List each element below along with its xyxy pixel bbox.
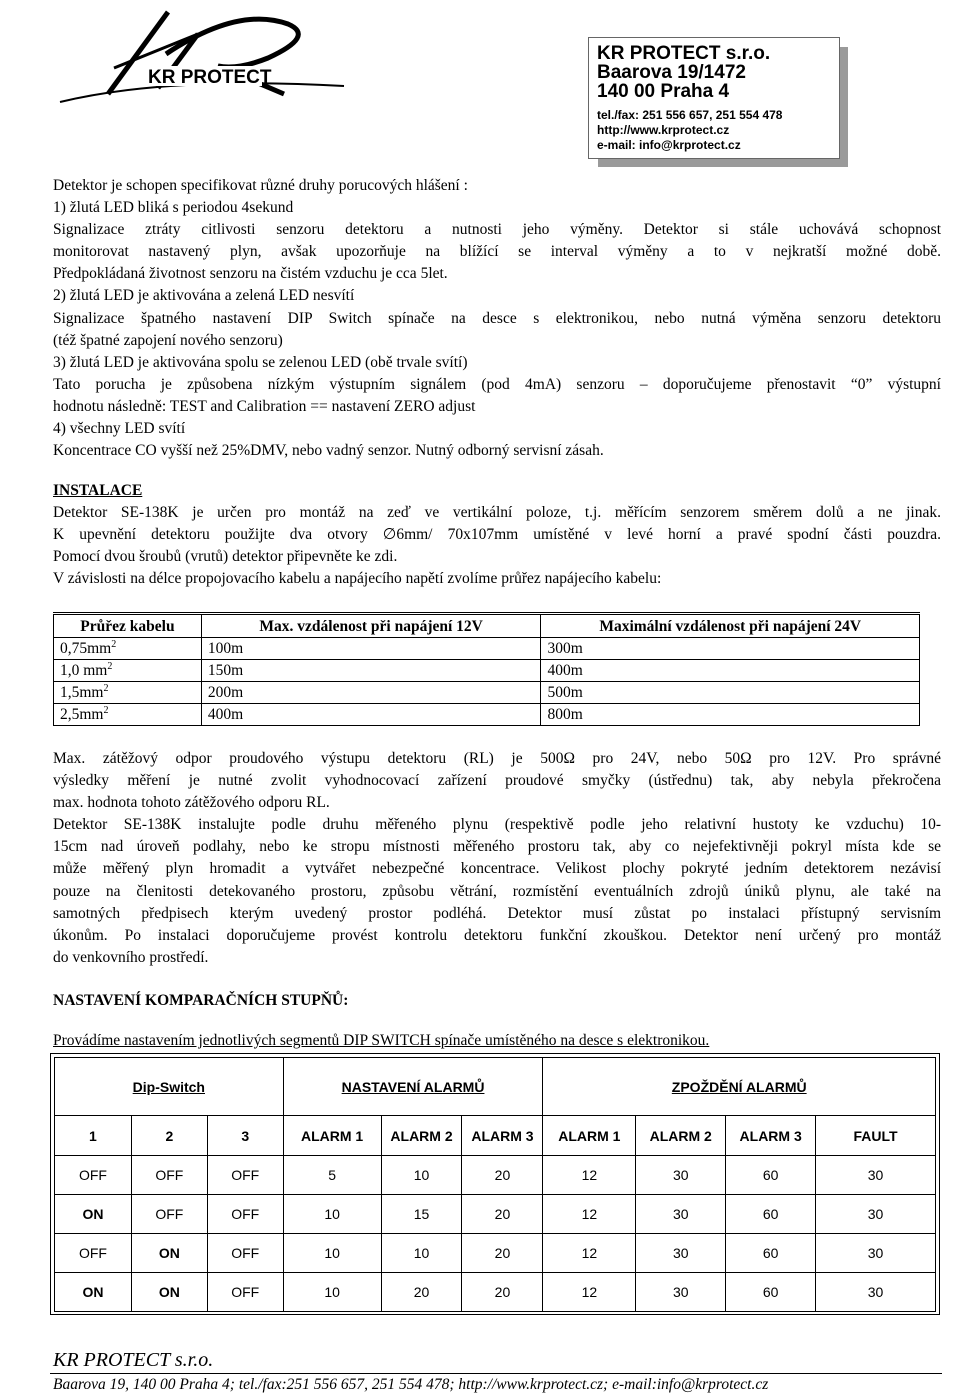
- table-row: [54, 704, 920, 726]
- dip-col-header: 1: [55, 1116, 132, 1156]
- company-telfax: tel./fax: 251 556 657, 251 554 478: [597, 108, 783, 122]
- table-row: [55, 1234, 936, 1273]
- dip-cell: 30: [816, 1234, 936, 1273]
- load-text-line: max. hodnota tohoto zátěžového odporu RL.: [53, 794, 330, 812]
- dip-cell: OFF: [207, 1156, 283, 1195]
- dip-cell: 10: [381, 1156, 462, 1195]
- dip-cell: 20: [462, 1156, 543, 1195]
- dip-cell: 12: [543, 1156, 636, 1195]
- dip-cell: 12: [543, 1195, 636, 1234]
- cable-24v-cell: 500m: [541, 682, 920, 704]
- fault-section: [53, 175, 941, 462]
- cable-section-cell: $1,5mm^2$: [54, 682, 202, 704]
- dip-cell: OFF: [55, 1234, 132, 1273]
- dip-col-header: FAULT: [816, 1116, 936, 1156]
- cable-24v-cell: 300m: [541, 638, 920, 660]
- dip-cell: 12: [543, 1234, 636, 1273]
- dip-cell: 10: [381, 1234, 462, 1273]
- cable-header-section: Průřez kabelu: [54, 614, 202, 638]
- fault-intro: Detektor je schopen specifikovat různé druhy porucových hlášení :: [53, 177, 468, 194]
- dip-cell: OFF: [207, 1273, 283, 1312]
- contact-box: [588, 37, 840, 159]
- company-street: Baarova 19/1472: [597, 62, 746, 83]
- dip-cell: ON: [131, 1273, 207, 1312]
- dip-cell: 30: [636, 1195, 726, 1234]
- fault-2-text-line: Signalizace špatného nastavení DIP Switch spínače na desce s elektronikou, nebo nutná výměna senzoru detektoru: [53, 309, 941, 327]
- comparator-intro: Provádíme nastavením jednotlivých segmentů DIP SWITCH spínače umístěného na desce s elektronikou.: [53, 1032, 710, 1050]
- dip-col-header: 2: [131, 1116, 207, 1156]
- comparator-heading: NASTAVENÍ KOMPARAČNÍCH STUPŇŮ:: [53, 992, 349, 1009]
- table-row: [55, 1273, 936, 1312]
- load-section: [53, 748, 941, 969]
- dip-cell: OFF: [55, 1156, 132, 1195]
- table-row: [55, 1195, 936, 1234]
- install-text-line: K upevnění detektoru použijte dva otvory ∅6mm/ 70x107mm umístěné v levé horní a pravé spodní části pouzdra.: [53, 526, 941, 544]
- cable-table-header: [54, 614, 920, 638]
- dip-cell: OFF: [131, 1156, 207, 1195]
- dip-cell: 10: [283, 1273, 381, 1312]
- company-city: 140 00 Praha 4: [597, 81, 730, 102]
- dip-cell: 60: [726, 1156, 816, 1195]
- fault-4-title: 4) všechny LED svítí: [53, 420, 186, 438]
- dip-cell: ON: [55, 1195, 132, 1234]
- dip-group-header: [55, 1058, 936, 1116]
- dip-group-alarms: NASTAVENÍ ALARMŮ: [283, 1058, 543, 1116]
- dip-cell: 20: [462, 1273, 543, 1312]
- dip-group-switch: Dip-Switch: [55, 1058, 284, 1116]
- dip-cell: 10: [283, 1234, 381, 1273]
- load-text-line: Max. zátěžový odpor proudového výstupu detektoru (RL) je 500Ω pro 24V, nebo 50Ω pro 12V. Pro správné: [53, 750, 941, 767]
- company-web[interactable]: http://www.krprotect.cz: [597, 123, 730, 137]
- install-text-line: Pomocí dvou šroubů (vrutů) detektor připevněte ke zdi.: [53, 548, 398, 566]
- install-heading: INSTALACE: [53, 482, 143, 499]
- dip-cell: 15: [381, 1195, 462, 1234]
- dip-cell: ON: [131, 1234, 207, 1273]
- dip-cell: 60: [726, 1195, 816, 1234]
- dip-cell: 60: [726, 1273, 816, 1312]
- fault-4-text-line: Koncentrace CO vyšší než 25%DMV, nebo vadný senzor. Nutný odborný servisní zásah.: [53, 442, 604, 460]
- fault-2-text-line: (též špatné zapojení nového senzoru): [53, 331, 283, 349]
- dip-group-delays: ZPOŽDĚNÍ ALARMŮ: [543, 1058, 936, 1116]
- install-section: [53, 480, 941, 590]
- footer-address: Baarova 19, 140 00 Praha 4; tel./fax:251 556 657, 251 554 478; http://www.krprotect.cz; e-mail:info@krprotect.cz: [53, 1376, 769, 1393]
- footer-divider: [50, 1373, 942, 1374]
- dip-cell: 30: [816, 1156, 936, 1195]
- logo-text: KR PROTECT: [148, 67, 272, 88]
- table-row: [55, 1156, 936, 1195]
- fault-1-text-line: monitorovat nastavený plyn, avšak upozorňuje na blížící se interval výměny a to v nejkratší možné době.: [53, 243, 941, 261]
- dip-col-header: ALARM 3: [726, 1116, 816, 1156]
- cable-12v-cell: 200m: [201, 682, 541, 704]
- kr-protect-logo-graphic: [48, 6, 348, 106]
- dip-cell: 20: [462, 1234, 543, 1273]
- fault-1-text-line: Signalizace ztráty citlivosti senzoru detektoru a nutnosti jeho výměny. Detektor si stále uchovává schopnost: [53, 221, 941, 239]
- dip-col-header: ALARM 3: [462, 1116, 543, 1156]
- dip-switch-table: [54, 1057, 936, 1312]
- placement-text-line: může měřený plyn hromadit a vytvářet nebezpečné koncentrace. Velikost plochy pokryté jedním detektorem nezávisí: [53, 860, 941, 878]
- table-row: [54, 660, 920, 682]
- cable-12v-cell: 100m: [201, 638, 541, 660]
- dip-col-header: ALARM 2: [636, 1116, 726, 1156]
- comparator-section: [53, 990, 941, 1052]
- dip-cell: 20: [462, 1195, 543, 1234]
- cable-table: [53, 612, 920, 726]
- dip-cell: 20: [381, 1273, 462, 1312]
- dip-cell: 10: [283, 1195, 381, 1234]
- cable-section-cell: $0,75mm^2$: [54, 638, 202, 660]
- dip-col-header: 3: [207, 1116, 283, 1156]
- dip-column-header: [55, 1116, 936, 1156]
- dip-cell: ON: [55, 1273, 132, 1312]
- install-text-line: V závislosti na délce propojovacího kabelu a napájecího napětí zvolíme průřez napájecího kabelu:: [53, 570, 662, 588]
- dip-cell: 30: [636, 1234, 726, 1273]
- dip-col-header: ALARM 1: [283, 1116, 381, 1156]
- footer-company: KR PROTECT s.r.o.: [53, 1349, 214, 1371]
- dip-cell: OFF: [207, 1195, 283, 1234]
- fault-3-text-line: hodnotu následně: TEST and Calibration == nastavení ZERO adjust: [53, 397, 476, 415]
- cable-header-24v: Maximální vzdálenost při napájení 24V: [541, 614, 920, 638]
- table-row: [54, 682, 920, 704]
- dip-cell: 30: [816, 1195, 936, 1234]
- placement-text-line: do venkovního prostředí.: [53, 948, 209, 966]
- placement-text-line: 15cm nad úroveň podlahy, nebo ke stropu místnosti měřeného prostoru tak, aby co nejefektivněji pokryl místa kde se: [53, 838, 941, 856]
- install-text-line: Detektor SE-138K je určen pro montáž na zeď ve vertikální poloze, t.j. měřícím senzorem směrem dolů a ne jinak.: [53, 504, 941, 522]
- placement-text-line: pouze na členitosti detekovaného prostoru, způsobu větrání, rozmístění eventuálních zdrojů úniků plynu, ale také na: [53, 882, 941, 900]
- dip-cell: 30: [636, 1273, 726, 1312]
- dip-col-header: ALARM 2: [381, 1116, 462, 1156]
- fault-1-title: 1) žlutá LED bliká s periodou 4sekund: [53, 199, 294, 217]
- dip-cell: 5: [283, 1156, 381, 1195]
- dip-cell: OFF: [131, 1195, 207, 1234]
- cable-header-12v: Max. vzdálenost při napájení 12V: [201, 614, 541, 638]
- fault-3-text-line: Tato porucha je způsobena nízkým výstupním signálem (pod 4mA) senzoru – doporučujeme přenostavit “0” výstupní: [53, 375, 941, 393]
- placement-text-line: Detektor SE-138K instalujte podle druhu měřeného plynu (respektivě podle jeho relativní hustoty ke vzduchu) 10-: [53, 816, 941, 834]
- cable-24v-cell: 800m: [541, 704, 920, 726]
- table-row: [54, 638, 920, 660]
- placement-text-line: samotných předpisech kterým uvedený prostor podléhá. Detektor musí zůstat po instalaci přístupný servisním: [53, 904, 941, 922]
- company-logo: [48, 6, 348, 106]
- dip-cell: 60: [726, 1234, 816, 1273]
- dip-table-frame: [50, 1053, 940, 1315]
- dip-col-header: ALARM 1: [543, 1116, 636, 1156]
- load-text-line: výsledky měření je nutné zvolit vyhodnocovací zařízení proudové smyčky (ústřednu) tak, aby nebyla překročena: [53, 772, 941, 790]
- cable-24v-cell: 400m: [541, 660, 920, 682]
- cable-section-cell: $2,5mm^2$: [54, 704, 202, 726]
- dip-cell: 30: [636, 1156, 726, 1195]
- fault-2-title: 2) žlutá LED je aktivována a zelená LED nesvítí: [53, 287, 355, 305]
- cable-section-cell: 1,0 $mm^2$: [54, 660, 202, 682]
- cable-12v-cell: 150m: [201, 660, 541, 682]
- dip-cell: 30: [816, 1273, 936, 1312]
- fault-1-text-line: Předpokládaná životnost senzoru na čistém vzduchu je cca 5let.: [53, 265, 448, 283]
- dip-cell: OFF: [207, 1234, 283, 1273]
- fault-3-title: 3) žlutá LED je aktivována spolu se zelenou LED (obě trvale svítí): [53, 353, 468, 371]
- cable-12v-cell: 400m: [201, 704, 541, 726]
- company-email[interactable]: e-mail: info@krprotect.cz: [597, 138, 741, 152]
- placement-text-line: úkonům. Po instalaci doporučujeme provést kontrolu detektoru funkční zkouškou. Detektor není určený pro montáž: [53, 926, 941, 944]
- dip-cell: 12: [543, 1273, 636, 1312]
- company-name: KR PROTECT s.r.o.: [597, 43, 771, 64]
